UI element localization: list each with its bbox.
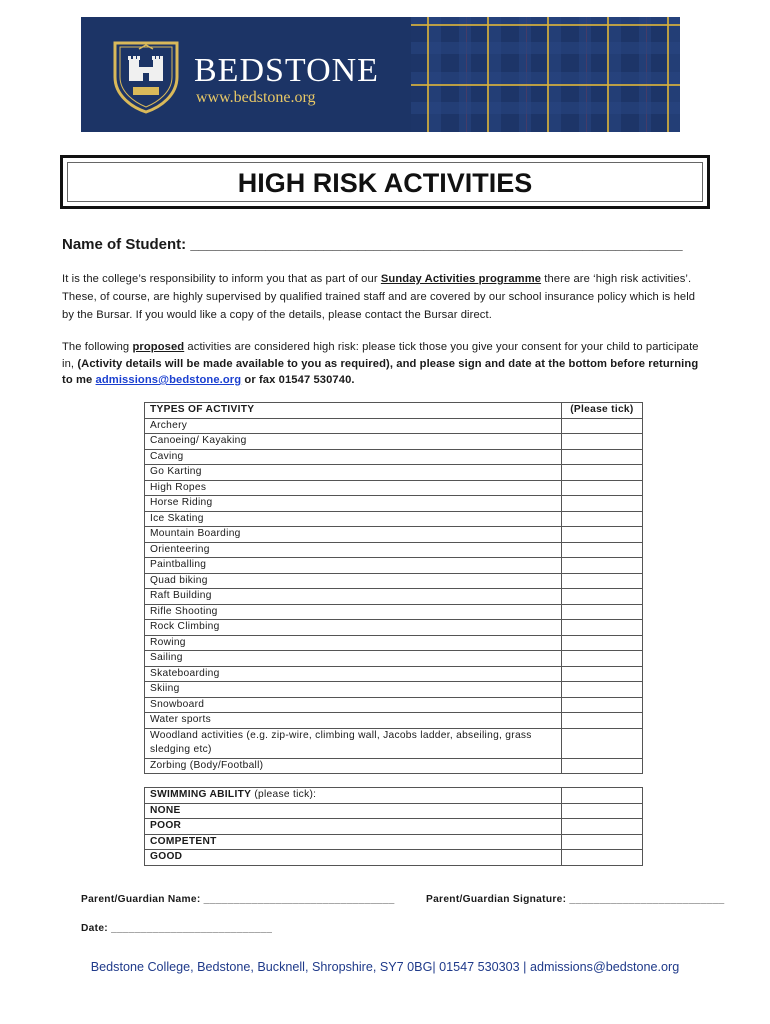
activity-name: Snowboard xyxy=(145,697,562,713)
table-row xyxy=(145,666,643,682)
table-row xyxy=(145,573,643,589)
fax-text: or fax 01547 530740. xyxy=(241,374,355,386)
header-banner xyxy=(81,17,680,132)
proposed-text: proposed xyxy=(132,341,185,353)
activity-name: Orienteering xyxy=(145,542,562,558)
tick-cell[interactable] xyxy=(561,542,642,558)
activity-column-header: TYPES OF ACTIVITY xyxy=(145,403,562,419)
activity-name: Rock Climbing xyxy=(145,620,562,636)
activity-name: Rifle Shooting xyxy=(145,604,562,620)
tick-cell[interactable] xyxy=(561,496,642,512)
activity-name: Zorbing (Body/Football) xyxy=(145,758,562,774)
activity-name: Horse Riding xyxy=(145,496,562,512)
activity-name: Mountain Boarding xyxy=(145,527,562,543)
tick-cell[interactable] xyxy=(561,418,642,434)
table-row xyxy=(145,418,643,434)
tick-cell[interactable] xyxy=(561,758,642,774)
tick-cell[interactable] xyxy=(561,480,642,496)
tick-cell[interactable] xyxy=(561,697,642,713)
table-row xyxy=(145,542,643,558)
table-header-row xyxy=(145,788,643,804)
table-row xyxy=(145,604,643,620)
table-row xyxy=(145,728,643,758)
tick-column-header: (Please tick) xyxy=(561,403,642,419)
tick-cell[interactable] xyxy=(561,449,642,465)
footer-contact: Bedstone College, Bedstone, Bucknell, Shropshire, SY7 0BG| 01547 530303 | admissions@bedstone.org xyxy=(90,960,680,974)
table-row xyxy=(145,697,643,713)
activity-name: Caving xyxy=(145,449,562,465)
table-row xyxy=(145,496,643,512)
page-title: HIGH RISK ACTIVITIES xyxy=(237,168,533,198)
college-crest-icon xyxy=(107,37,185,115)
swimming-level: COMPETENT xyxy=(145,834,562,850)
activity-name: Skateboarding xyxy=(145,666,562,682)
tick-cell[interactable] xyxy=(561,635,642,651)
title-box xyxy=(60,155,710,209)
swimming-level: NONE xyxy=(145,803,562,819)
table-row xyxy=(145,511,643,527)
tick-cell[interactable] xyxy=(561,511,642,527)
tick-cell[interactable] xyxy=(561,558,642,574)
intro-text: activities are considered high risk: please tick those you give your consent for your child to participate in, xyxy=(62,341,699,370)
tick-cell[interactable] xyxy=(561,834,642,850)
banner-brand-panel xyxy=(81,17,411,132)
activity-name: Rowing xyxy=(145,635,562,651)
activity-name: Raft Building xyxy=(145,589,562,605)
table-row xyxy=(145,480,643,496)
activity-name: Ice Skating xyxy=(145,511,562,527)
tick-cell[interactable] xyxy=(561,465,642,481)
table-row xyxy=(145,558,643,574)
table-row xyxy=(145,465,643,481)
tick-cell[interactable] xyxy=(561,819,642,835)
date-field[interactable]: Date: ___________________________ xyxy=(81,923,273,934)
table-row xyxy=(145,850,643,866)
parent-signature-field[interactable]: Parent/Guardian Signature: __________________________ xyxy=(426,894,725,905)
table-row xyxy=(145,434,643,450)
intro-text: there are ‘high risk activities’. These, of course, are highly supervised by qualified trained staff and are covered by our school insurance policy which is held by the Bursar. If you would like a copy of the details, please contact the Bursar direct. xyxy=(62,273,696,321)
table-row xyxy=(145,758,643,774)
activity-name: Go Karting xyxy=(145,465,562,481)
intro-text: The following xyxy=(62,341,133,353)
activity-name: Sailing xyxy=(145,651,562,667)
tick-cell[interactable] xyxy=(561,788,642,804)
intro-paragraph-1 xyxy=(62,270,710,324)
swimming-label: SWIMMING ABILITY xyxy=(150,789,252,800)
table-header-row xyxy=(145,403,643,419)
activity-name: Water sports xyxy=(145,713,562,729)
table-row xyxy=(145,620,643,636)
swimming-note: (please tick): xyxy=(251,789,317,800)
table-row xyxy=(145,651,643,667)
student-name-field[interactable]: Name of Student: ___________________________________________________________ xyxy=(62,236,683,253)
tick-cell[interactable] xyxy=(561,803,642,819)
table-row xyxy=(145,713,643,729)
tick-cell[interactable] xyxy=(561,682,642,698)
table-row xyxy=(145,803,643,819)
tick-cell[interactable] xyxy=(561,604,642,620)
tick-cell[interactable] xyxy=(561,651,642,667)
swimming-header-cell xyxy=(145,788,562,804)
tick-cell[interactable] xyxy=(561,620,642,636)
tick-cell[interactable] xyxy=(561,713,642,729)
activity-name: Archery xyxy=(145,418,562,434)
activity-name: Canoeing/ Kayaking xyxy=(145,434,562,450)
instructions-bold: (Activity details will be made available to you as required), and please sign and date at the bottom before returning to me xyxy=(62,357,699,386)
activity-name: Paintballing xyxy=(145,558,562,574)
table-row xyxy=(145,682,643,698)
brand-name: BEDSTONE xyxy=(194,52,379,89)
intro-paragraph-2 xyxy=(62,339,710,389)
table-row xyxy=(145,819,643,835)
table-row xyxy=(145,449,643,465)
activity-name: High Ropes xyxy=(145,480,562,496)
tick-cell[interactable] xyxy=(561,573,642,589)
tick-cell[interactable] xyxy=(561,434,642,450)
activity-name: Quad biking xyxy=(145,573,562,589)
swimming-level: POOR xyxy=(145,819,562,835)
tick-cell[interactable] xyxy=(561,850,642,866)
tick-cell[interactable] xyxy=(561,589,642,605)
tick-cell[interactable] xyxy=(561,527,642,543)
intro-text: It is the college’s responsibility to inform you that as part of our xyxy=(62,273,381,285)
table-row xyxy=(145,834,643,850)
parent-name-field[interactable]: Parent/Guardian Name: ________________________________ xyxy=(81,894,395,905)
activities-table xyxy=(144,402,643,774)
tick-cell[interactable] xyxy=(561,666,642,682)
swimming-table xyxy=(144,787,643,866)
email-link[interactable]: admissions@bedstone.org xyxy=(95,374,242,386)
swimming-level: GOOD xyxy=(145,850,562,866)
sunday-activities-text: Sunday Activities programme xyxy=(380,273,542,285)
brand-url[interactable]: www.bedstone.org xyxy=(196,89,316,106)
table-row xyxy=(145,527,643,543)
activity-name: Skiing xyxy=(145,682,562,698)
table-row xyxy=(145,589,643,605)
table-row xyxy=(145,635,643,651)
tick-cell[interactable] xyxy=(561,728,642,758)
activity-name: Woodland activities (e.g. zip-wire, climbing wall, Jacobs ladder, abseiling, grass sledging etc) xyxy=(145,728,562,758)
